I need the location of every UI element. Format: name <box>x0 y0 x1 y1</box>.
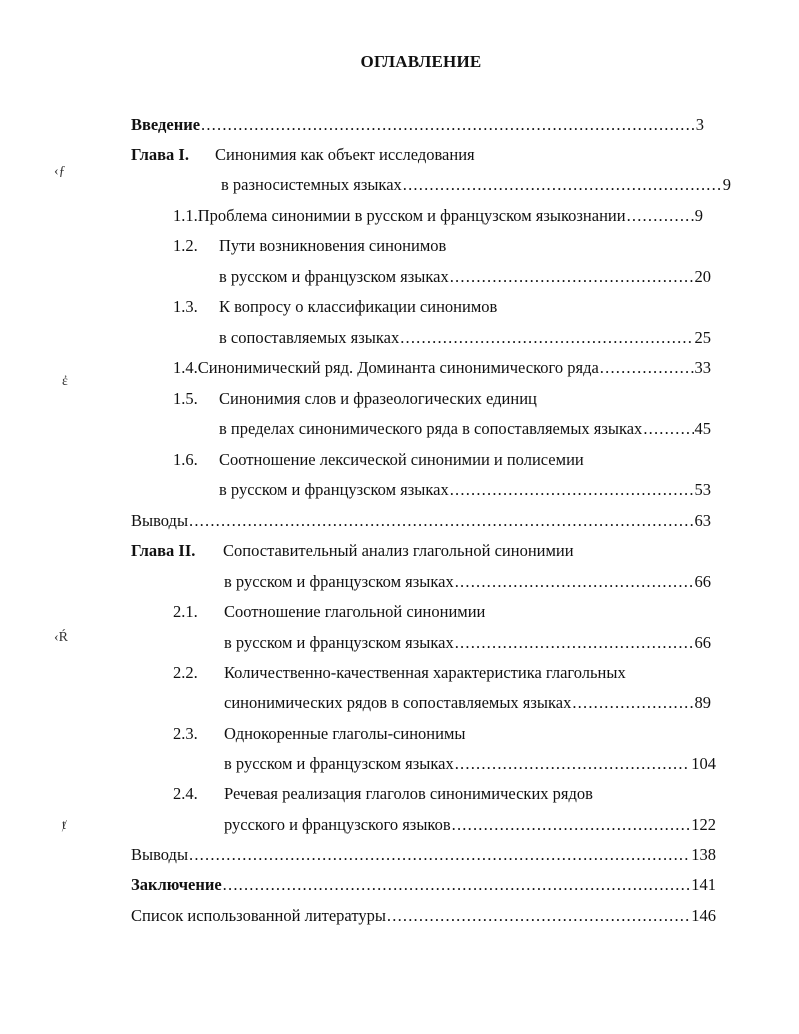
toc-page-number: 9 <box>694 206 703 225</box>
toc-chapter-heading <box>131 541 711 561</box>
toc-entry-text: в разносистемных языках <box>221 175 402 194</box>
toc-section-number: 1.2. <box>173 236 198 255</box>
toc-entry-text: в сопоставляемых языках <box>219 328 400 347</box>
toc-leader <box>400 328 693 348</box>
toc-leader <box>189 845 690 865</box>
toc-section-number: 1.4. <box>173 358 198 377</box>
toc-page-number: 104 <box>691 754 716 773</box>
toc-leader <box>643 419 693 439</box>
toc-page-number: 45 <box>694 419 711 438</box>
toc-entry <box>131 845 716 865</box>
toc-entry <box>173 602 711 622</box>
toc-page-number: 66 <box>694 633 711 652</box>
toc-page-number: 66 <box>694 572 711 591</box>
toc-entry-text: Выводы <box>131 511 189 530</box>
toc-leader <box>455 633 694 653</box>
toc-entry <box>173 297 703 317</box>
toc-section-number: 1.5. <box>173 389 198 408</box>
toc-entry-text: в русском и французском языках <box>224 572 454 591</box>
toc-entry <box>131 906 716 926</box>
toc-entry <box>173 206 703 226</box>
toc-leader <box>450 267 694 287</box>
toc-entry <box>221 175 731 195</box>
toc-entry-text: Выводы <box>131 845 189 864</box>
toc-entry <box>224 572 711 592</box>
toc-entry-text: Однокоренные глаголы-синонимы <box>224 724 466 743</box>
toc-entry <box>219 267 711 287</box>
toc-entry <box>224 815 716 835</box>
toc-entry-text: русского и французского языков <box>224 815 451 834</box>
toc-section-number: 2.2. <box>173 663 198 682</box>
toc-entry-text: в пределах синонимического ряда в сопоставляемых языках <box>219 419 643 438</box>
toc-leader <box>627 206 694 226</box>
toc-entry-text: Введение <box>131 115 201 134</box>
toc-entry-text: в русском и французском языках <box>224 754 454 773</box>
toc-leader <box>455 754 691 774</box>
toc-entry <box>173 724 711 744</box>
toc-entry-text: в русском и французском языках <box>219 267 449 286</box>
toc-page-number: 3 <box>695 115 704 134</box>
toc-entry <box>173 663 711 683</box>
toc-entry <box>224 693 711 713</box>
toc-entry <box>173 358 711 378</box>
toc-entry-text: Синонимия как объект исследования <box>215 145 475 164</box>
toc-page-number: 20 <box>694 267 711 286</box>
toc-entry-text: Синонимический ряд. Доминанта синонимического ряда <box>197 358 599 377</box>
page-title: ОГЛАВЛЕНИЕ <box>360 52 482 71</box>
toc-page-number: 138 <box>691 845 716 864</box>
toc-entry <box>173 784 711 804</box>
margin-mark: ἐ <box>62 374 68 389</box>
toc-entry-text: Сопоставительный анализ глагольной синонимии <box>223 541 574 560</box>
toc-entry <box>131 511 711 531</box>
toc-leader <box>452 815 691 835</box>
toc-leader <box>572 693 693 713</box>
toc-chapter-heading <box>131 145 704 165</box>
toc-page-number: 25 <box>694 328 711 347</box>
margin-mark: ⱦ <box>62 818 66 833</box>
toc-entry-text: Пути возникновения синонимов <box>219 236 447 255</box>
toc-section-number: 2.3. <box>173 724 198 743</box>
toc-entry-text: Список использованной литературы <box>131 906 386 925</box>
margin-mark: ‹ƒ <box>54 164 66 179</box>
toc-leader <box>455 572 694 592</box>
toc-page-number: 9 <box>722 175 731 194</box>
toc-entry-text: Заключение <box>131 875 222 894</box>
toc-leader <box>450 480 694 500</box>
toc-chapter-label: Глава I. <box>131 145 189 164</box>
toc-entry <box>173 389 703 409</box>
toc-entry-text: Количественно-качественная характеристика глагольных <box>224 663 626 682</box>
toc-page-number: 33 <box>694 358 711 377</box>
toc-page-number: 141 <box>691 875 716 894</box>
toc-section-number: 2.4. <box>173 784 198 803</box>
toc-entry <box>131 875 716 895</box>
toc-section-number: 1.6. <box>173 450 198 469</box>
toc-leader <box>403 175 722 195</box>
toc-leader <box>201 115 695 135</box>
toc-entry <box>173 450 703 470</box>
toc-page-number: 146 <box>691 906 716 925</box>
toc-entry <box>224 754 716 774</box>
margin-mark: ‹Ŕ <box>54 630 68 645</box>
toc-leader <box>600 358 694 378</box>
toc-entry <box>219 419 711 439</box>
toc-entry-text: Соотношение глагольной синонимии <box>224 602 486 621</box>
toc-entry-text: Соотношение лексической синонимии и полисемии <box>219 450 584 469</box>
toc-entry-text: Речевая реализация глаголов синонимических рядов <box>224 784 593 803</box>
toc-entry <box>219 328 711 348</box>
toc-entry <box>224 633 711 653</box>
toc-section-number: 2.1. <box>173 602 198 621</box>
toc-entry-text: синонимических рядов в сопоставляемых языках <box>224 693 572 712</box>
toc-entry-text: в русском и французском языках <box>219 480 449 499</box>
toc-leader <box>223 875 691 895</box>
toc-page-number: 122 <box>691 815 716 834</box>
toc-entry-text: Проблема синонимии в русском и французском языкознании <box>197 206 626 225</box>
toc-page-number: 89 <box>694 693 711 712</box>
toc-page-number: 63 <box>694 511 711 530</box>
toc-leader <box>189 511 693 531</box>
toc-entry <box>173 236 703 256</box>
toc-entry-text: К вопросу о классификации синонимов <box>219 297 498 316</box>
toc-leader <box>387 906 690 926</box>
toc-entry <box>219 480 711 500</box>
toc-chapter-label: Глава II. <box>131 541 196 560</box>
toc-entry-text: Синонимия слов и фразеологических единиц <box>219 389 537 408</box>
toc-section-number: 1.3. <box>173 297 198 316</box>
toc-entry-text: в русском и французском языках <box>224 633 454 652</box>
toc-page-number: 53 <box>694 480 711 499</box>
toc-entry <box>131 115 704 135</box>
toc-section-number: 1.1. <box>173 206 198 225</box>
